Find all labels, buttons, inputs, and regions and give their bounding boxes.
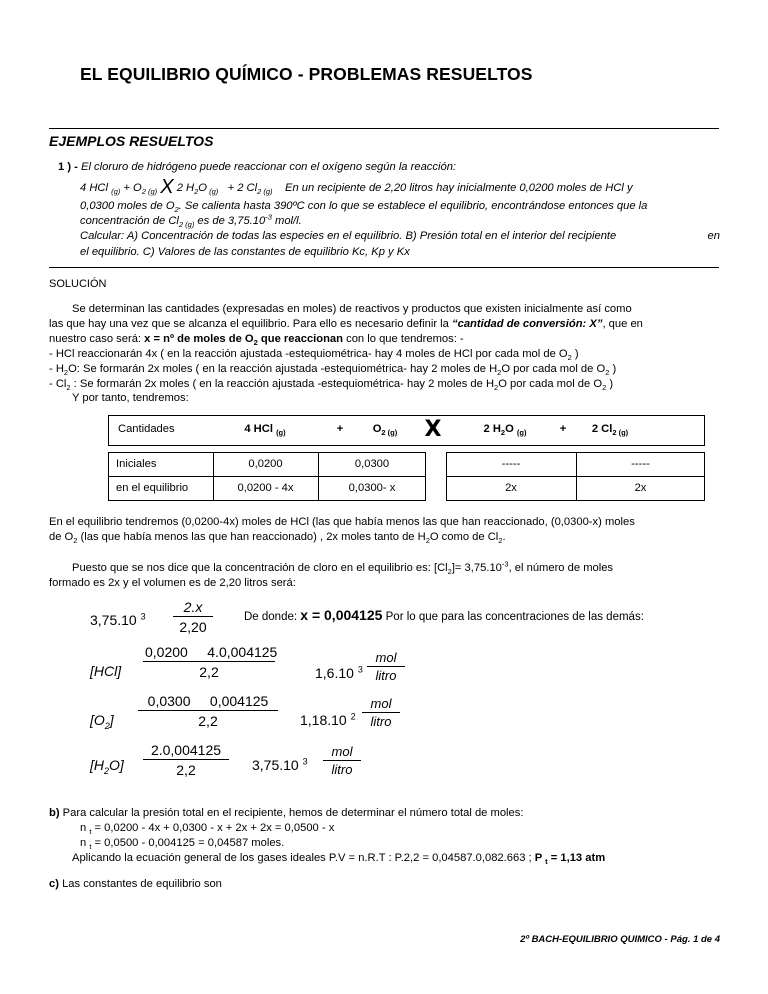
- hcl-num: 0,0200 4.0,004125: [145, 644, 278, 660]
- problem-line-4: [80, 229, 720, 244]
- species-o2-text: O: [372, 423, 382, 435]
- sol-conversion-term: “cantidad de conversión: X”: [452, 318, 603, 330]
- row-eq-h2o: 2x: [505, 482, 517, 494]
- h2o-result-value: 3,75.10: [252, 757, 299, 773]
- h2o-label-text: [H: [90, 757, 104, 773]
- row-initial-o2: 0,0300: [354, 458, 390, 470]
- sol-l2: - $H_2O$: Se formarán 2x moles ( en la reacción ajustada -estequiométrica- hay 2 moles de $H_2O$ por cada mol de $O_2$ ): [49, 363, 617, 378]
- species-plus-1: +: [336, 423, 344, 435]
- page-footer: 2º BACH-EQUILIBRIO QUIMICO - Pág. 1 de 4: [520, 934, 720, 945]
- hcl-unit-num: mol: [367, 650, 405, 667]
- o2-label: $[O_2]$: [90, 712, 114, 731]
- h2o-unit: [323, 744, 361, 779]
- eq1-fraction: [173, 598, 213, 637]
- partb-text: Para calcular la presión total en el recipiente, hemos de determinar el número total de moles:: [62, 807, 524, 819]
- partb-label: b): [49, 807, 60, 819]
- partb-nt2: n $_t$ = 0,0500 - 0,004125 = 0,04587 moles.: [80, 837, 285, 852]
- hcl-fraction: [143, 643, 278, 682]
- problem-number: 1 ) -: [58, 161, 78, 173]
- problem-reaction-text: En un recipiente de 2,20 litros hay inicialmente 0,0200 moles de HCl y: [284, 182, 633, 194]
- h2o-den: 2,2: [176, 762, 196, 778]
- after-b1: Puesto que se nos dice que la concentración de cloro en el equilibrio es: $[Cl_2]= 3,75.10^{-3}$, el número de moles: [72, 559, 614, 577]
- problem-line-5: el equilibrio. C) Valores de las constantes de equilibrio Kc, Kp y Kx: [80, 246, 410, 258]
- o2-unit-den: litro: [370, 714, 392, 729]
- o2-result-value: 1,18.10: [300, 712, 347, 728]
- partb-nt1: n $_t$ = 0,0200 - 4x + 0,0300 - x + 2x + 2x = 0,0500 - x: [80, 822, 335, 837]
- problem-line-2b: . Se calienta hasta 390ºC con lo que se establece el equilibrio, encontrándose entonces que la: [178, 200, 648, 212]
- o2-label-text: [O: [90, 712, 105, 728]
- species-cl2-text: 2 Cl: [591, 423, 613, 435]
- equilibrium-arrow-icon: X: [160, 176, 174, 198]
- sol-l4: Y por tanto, tendremos:: [72, 392, 189, 404]
- after-b1b: ]= 3,75.10: [451, 562, 502, 574]
- sol-l3a: - Cl: [49, 378, 67, 390]
- after-b2: formado es 2x y el volumen es de 2,20 litros será:: [49, 577, 296, 589]
- sol-x-def2: que reaccionan: [257, 333, 343, 345]
- table-reactants-hline: [108, 476, 426, 477]
- after-a2: de $O_2$ (las que había menos las que han reaccionado) , 2x moles tanto de $H_2O$ como de $Cl_2$.: [49, 531, 506, 546]
- h2o-num: 2.0,004125: [143, 741, 229, 760]
- reaction-line: 4 HCl $_{(g)} + O_{2 (g)}$ X 2 $H_2O$ $_{(g)}$ + 2 $Cl_{2 (g)}$ En un recipiente de 2,20 litros hay inicialmente 0,0200 moles de HCl y: [80, 176, 633, 198]
- problem-line-3a: concentración de Cl: [80, 215, 179, 227]
- problem-line-4a: Calcular: A) Concentración de todas las especies en el equilibrio. B) Presión total en el interior del recipiente: [80, 230, 617, 242]
- solution-rule: [49, 267, 719, 268]
- sol-p1b-end: , que en: [602, 318, 643, 330]
- after-b1c: , el número de moles: [508, 562, 614, 574]
- table-header-label: Cantidades: [118, 423, 175, 435]
- eq1-den: 2,20: [179, 619, 207, 635]
- row-eq-hcl: 0,0200 - 4x: [237, 482, 294, 494]
- partc-text: Las constantes de equilibrio son: [62, 878, 222, 890]
- after-a2c: O como de Cl: [429, 531, 499, 543]
- after-a1: En el equilibrio tendremos (0,0200-4x) moles de HCl (las que había menos las que han reaccionado, (0,0300-x) moles: [49, 516, 635, 528]
- species-hcl: 4 HCl $_{(g)}$: [244, 423, 286, 438]
- hcl-label: [HCl]: [90, 663, 122, 679]
- species-plus-2: +: [559, 423, 567, 435]
- sol-l2c: O por cada mol de O: [501, 363, 606, 375]
- sol-l2b: O: Se formarán 2x moles ( en la reacción ajustada -estequiométrica- hay 2 moles de H: [68, 363, 498, 375]
- partb-gas-text: Aplicando la ecuación general de los gases ideales P.V = n.R.T : P.2,2 = 0,04587.0,082.663 ;: [72, 852, 535, 864]
- section-heading: EJEMPLOS RESUELTOS: [49, 133, 214, 149]
- h2o-result: [252, 757, 308, 773]
- problem-line-2: 0,0300 moles de $O_2$. Se calienta hasta 390ºC con lo que se establece el equilibrio, encontrándose entonces que la: [80, 200, 648, 215]
- sol-l3c: O por cada mol de O: [498, 378, 603, 390]
- after-a2b: (las que había menos las que han reaccionado) , 2x moles tanto de H: [77, 531, 426, 543]
- partb-nt2-text: = 0,0500 - 0,004125 = 0,04587 moles.: [91, 837, 285, 849]
- eq1-num: 2.x: [173, 598, 213, 617]
- o2-unit: [362, 696, 400, 731]
- eq1-donde-end: Por lo que para las concentraciones de las demás:: [385, 611, 644, 623]
- solution-label: SOLUCIÓN: [49, 278, 107, 290]
- hcl-den: 2,2: [199, 664, 219, 680]
- o2-exp: 2: [350, 711, 356, 722]
- o2-fraction: [138, 692, 278, 731]
- sol-p1c-end: con lo que tendremos: -: [343, 333, 464, 345]
- row-eq-label: en el equilibrio: [116, 482, 189, 494]
- hcl-unit-den: litro: [375, 668, 397, 683]
- eq1-lhs-value: 3,75.10: [90, 612, 137, 628]
- o2-unit-num: mol: [362, 696, 400, 713]
- problem-line-2a: 0,0300 moles de O: [80, 200, 175, 212]
- h2o-unit-den: litro: [331, 762, 353, 777]
- species-h2o: 2 $H_2O$ $_{(g)}$: [483, 423, 527, 438]
- partc-intro: [49, 877, 222, 892]
- row-eq-o2: 0,0300- x: [348, 482, 396, 494]
- x-result: x = 0,004125: [300, 607, 383, 623]
- problem-line-3c: mol/l.: [271, 215, 302, 227]
- species-cl2: 2 $Cl_{2 (g)}$: [591, 423, 629, 438]
- sol-p1c: nuestro caso será: x = nº de moles de $O_2$ que reaccionan con lo que tendremos: -: [49, 333, 464, 348]
- after-b1a: Puesto que se nos dice que la concentración de cloro en el equilibrio es: [Cl: [72, 562, 448, 574]
- eq1-lhs: [90, 612, 146, 628]
- pressure-result: = 1,13 atm: [547, 852, 606, 864]
- row-initial-cl2: -----: [631, 458, 650, 470]
- problem-line-4-end: en: [707, 230, 720, 242]
- sol-p1b-text: las que hay una vez que se alcanza el equilibrio. Para ello es necesario definir la: [49, 318, 452, 330]
- sol-l3: - $Cl_2$ : Se formarán 2x moles ( en la reacción ajustada -estequiométrica- hay 2 moles de $H_2O$ por cada mol de $O_2$ ): [49, 378, 614, 393]
- eq1-result-line: [244, 608, 644, 625]
- hcl-result-value: 1,6.10: [315, 665, 354, 681]
- h2o-fraction: [143, 741, 229, 780]
- sol-l2a: - H: [49, 363, 64, 375]
- page-title: EL EQUILIBRIO QUÍMICO - PROBLEMAS RESUELTOS: [80, 64, 533, 84]
- problem-line-3: concentración de $Cl_{2 (g)}$ es de $3,75.10^{-3}$ mol/l.: [80, 212, 302, 230]
- row-initial-label: Iniciales: [116, 458, 157, 470]
- problem-intro-text: El cloruro de hidrógeno puede reaccionar con el oxígeno según la reacción:: [81, 161, 457, 173]
- sol-p1b: [49, 317, 643, 332]
- o2-result: [300, 712, 356, 728]
- partb-gas: Aplicando la ecuación general de los gases ideales P.V = n.R.T : P.2,2 = 0,04587.0,082.663 ; P $_t$ = 1,13 atm: [72, 852, 606, 867]
- o2-num: 0,0300 0,004125: [138, 692, 278, 711]
- row-initial-h2o: -----: [501, 458, 521, 470]
- eq1-exp: 3: [140, 611, 146, 622]
- species-o2: $O_{2 (g)}$: [372, 423, 398, 438]
- sol-p1c-text: nuestro caso será:: [49, 333, 145, 345]
- problem-intro: [58, 160, 456, 175]
- o2-den: 2,2: [198, 713, 218, 729]
- sol-l1: - HCl reaccionarán 4x ( en la reacción ajustada -estequiométrica- hay 4 moles de HCl por cada mol de $O_2$ ): [49, 348, 579, 363]
- partc-label: c): [49, 878, 59, 890]
- problem-line-3b: es de 3,75.10: [194, 215, 266, 227]
- sol-x-def: x = nº de moles de O: [144, 333, 254, 345]
- partb-nt1-text: = 0,0200 - 4x + 0,0300 - x + 2x + 2x = 0,0500 - x: [91, 822, 335, 834]
- sol-p1a: Se determinan las cantidades (expresadas en moles) de reactivos y productos que existen inicialmente así como: [72, 303, 632, 315]
- partb-intro: [49, 806, 523, 821]
- hcl-exp: 3: [357, 664, 363, 675]
- sol-l1-text: - HCl reaccionarán 4x ( en la reacción ajustada -estequiométrica- hay 4 moles de HCl por cada mol de O: [49, 348, 568, 360]
- equilibrium-arrow-table-icon: X: [424, 417, 442, 442]
- h2o-unit-num: mol: [323, 744, 361, 761]
- eq1-donde: De donde:: [244, 611, 298, 623]
- h2o-label: $[H_2O]$: [90, 757, 124, 776]
- sol-l3b: : Se formarán 2x moles ( en la reacción ajustada -estequiométrica- hay 2 moles de H: [70, 378, 495, 390]
- species-hcl-text: 4 HCl: [244, 423, 273, 435]
- hcl-result: [315, 665, 363, 681]
- row-initial-hcl: 0,0200: [248, 458, 283, 470]
- section-rule-top: [49, 128, 719, 129]
- species-h2o-text: 2 H: [483, 423, 501, 435]
- h2o-exp: 3: [302, 756, 308, 767]
- after-a2a: de O: [49, 531, 74, 543]
- row-eq-cl2: 2x: [634, 482, 647, 494]
- hcl-unit: [367, 650, 405, 685]
